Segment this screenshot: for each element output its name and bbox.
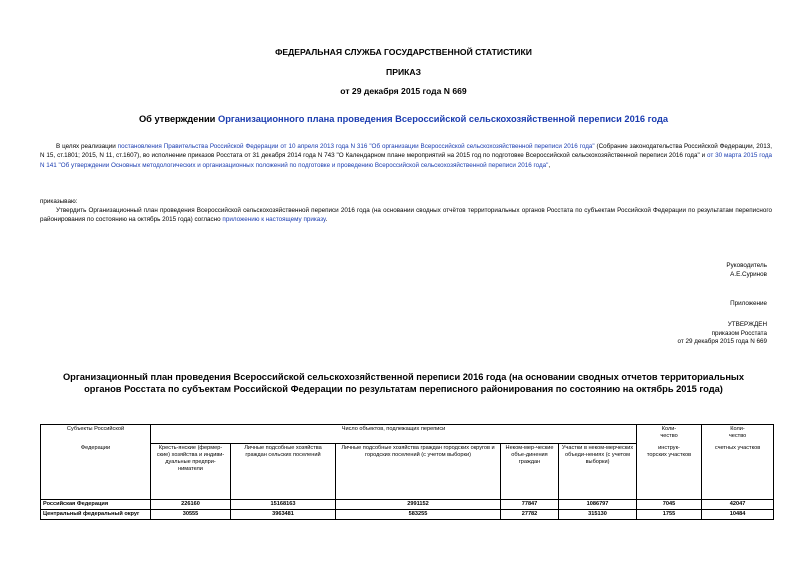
approval-date: от 29 декабря 2015 года N 669 <box>677 338 767 346</box>
header-count-line-2: чество <box>728 433 747 439</box>
preamble-paragraph <box>40 142 772 170</box>
preamble-text-2: (Собрание законодательства Российской Федерации, 2013, N 15, ст.1801; 2015, N 11, ст.1607), во исполнение приказов Росстата от 31 декабря 2014 года N 743 "О Календарном плане мероприятий на 2015 год по подготовке Всероссийской сельскохозяйственной переписи 2016 года" и <box>40 143 772 160</box>
preamble-text-1: В целях реализации <box>56 143 118 150</box>
header-objects: Число объектов, подлежащих переписи <box>151 425 637 444</box>
rosstat-order-link[interactable]: от 30 марта 2015 года N 141 "Об утверждении Основных методологических и организационных положений по подготовке и проведению Всероссийской сельскохозяйственной переписи 2016 года" <box>40 152 772 169</box>
row-name: Центральный федеральный округ <box>41 510 151 520</box>
cell-value: 30555 <box>151 510 231 520</box>
document-type: ПРИКАЗ <box>386 67 421 77</box>
order-paragraph <box>40 206 772 225</box>
appendix-label: Приложение <box>730 300 767 307</box>
census-plan-table <box>40 424 774 520</box>
subheader-rural-households: Личные подсобные хозяйства граждан сельских поселений <box>231 444 336 500</box>
signature-role: Руководитель <box>726 262 767 269</box>
header-instructor-bottom <box>637 444 702 500</box>
appendix-link[interactable]: приложению к настоящему приказу <box>222 216 326 224</box>
document-title <box>0 114 807 124</box>
approval-by-order: приказом Росстата <box>711 329 767 337</box>
document-date-number: от 29 декабря 2015 года N 669 <box>340 86 467 96</box>
header-subject-top: Субъекты Российской <box>41 425 151 444</box>
cell-value: 42047 <box>702 500 774 510</box>
title-link[interactable]: Организационного плана проведения Всероссийской сельскохозяйственной переписи 2016 года <box>217 114 669 124</box>
header-count-line-1: Коли- <box>730 426 745 432</box>
plan-title: Организационный план проведения Всероссийской сельскохозяйственной переписи 2016 года (на основании сводных отчетов территориальных органов Росстата по субъектам Российской Федерации по результатам переписного районирования по состоянию на октябрь 2015 года) <box>62 372 745 394</box>
cell-value: 10484 <box>702 510 774 520</box>
row-name: Российская Федерация <box>41 500 151 510</box>
cell-value: 7045 <box>637 500 702 510</box>
preamble-text-3: , <box>548 161 551 169</box>
approval-approved: УТВЕРЖДЕН <box>727 321 767 328</box>
cell-value: 1755 <box>637 510 702 520</box>
header-instructor-line-3: инструк- <box>658 444 680 451</box>
cell-value: 226160 <box>151 500 231 510</box>
approval-block <box>677 321 767 347</box>
cell-value: 3963481 <box>231 510 336 520</box>
order-text-1: Утвердить Организационный план проведения Всероссийской сельскохозяйственной переписи 2016 года (на основании сводных отчётов территориальных органов Росстата по субъектам Российской Федерации по результатам переписного районирования по состоянию на октябрь 2015 года) согласно <box>40 207 772 224</box>
header-count-bottom: счетных участков <box>702 444 774 500</box>
cell-value: 15168163 <box>231 500 336 510</box>
header-count-top <box>702 425 774 444</box>
agency-name: ФЕДЕРАЛЬНАЯ СЛУЖБА ГОСУДАРСТВЕННОЙ СТАТИСТИКИ <box>275 47 532 57</box>
title-prefix: Об утверждении <box>138 114 218 124</box>
header-instructor-top <box>637 425 702 444</box>
subheader-noncommercial-associations: Неком-мер-ческие объе-динения граждан <box>501 444 559 500</box>
order-word: приказываю: <box>40 198 78 205</box>
government-decree-link[interactable]: постановления Правительства Российской Федерации от 10 апреля 2013 года N 316 "Об организации Всероссийской сельскохозяйственной переписи 2016 года" <box>117 143 595 150</box>
signature-name: А.Е.Суринов <box>730 270 767 278</box>
order-text-2: . <box>325 216 328 224</box>
subheader-urban-households: Личные подсобные хозяйства граждан городских округов и городских поселений (с учетом выборки) <box>336 444 501 500</box>
table-row <box>41 500 774 510</box>
subheader-farms: Кресть-янские (фермер-ские) хозяйства и индиви-дуальные предпри-ниматели <box>151 444 231 500</box>
cell-value: 2991152 <box>336 500 501 510</box>
signature-block <box>726 262 767 279</box>
header-instructor-line-4: торских участков <box>646 451 692 458</box>
cell-value: 77847 <box>501 500 559 510</box>
table-row <box>41 510 774 520</box>
header-instructor-line-1: Коли- <box>661 426 677 432</box>
header-instructor-line-2: чество <box>660 433 678 439</box>
cell-value: 315130 <box>559 510 637 520</box>
header-subject-bottom: Федерации <box>41 444 151 500</box>
cell-value: 583255 <box>336 510 501 520</box>
cell-value: 27782 <box>501 510 559 520</box>
cell-value: 1086797 <box>559 500 637 510</box>
subheader-noncommercial-plots: Участки в неком-мерческих объеди-нениях (с учетом выборки) <box>559 444 637 500</box>
